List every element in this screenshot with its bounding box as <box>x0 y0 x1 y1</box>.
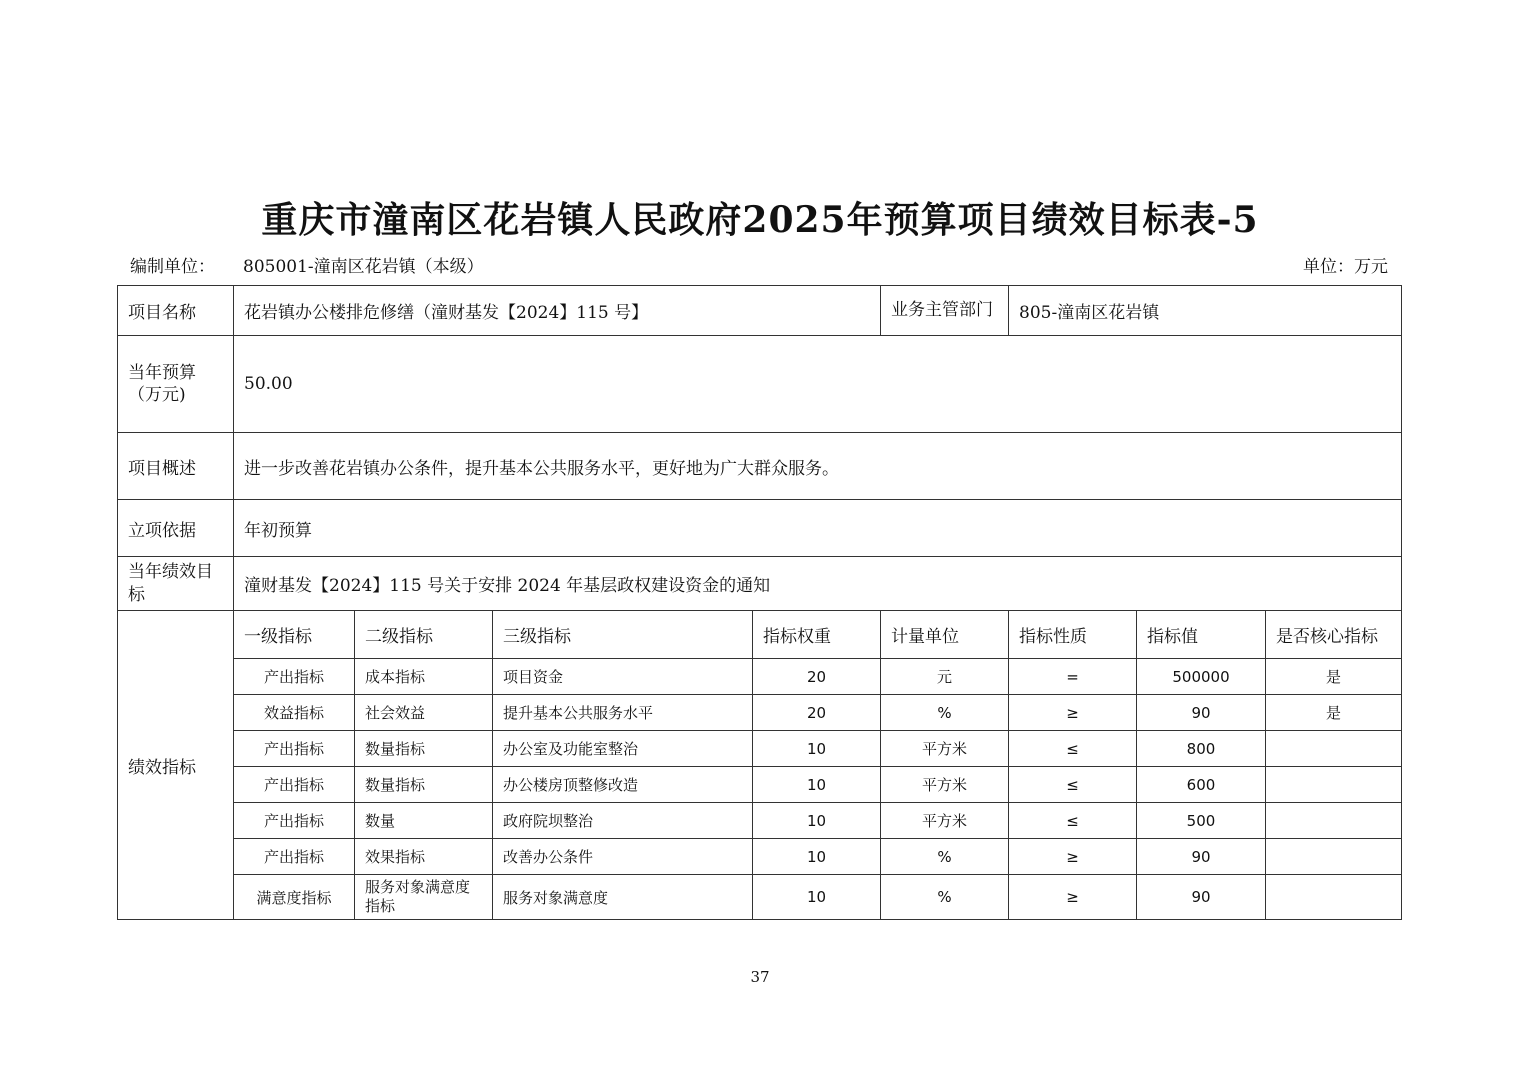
row-overview <box>118 433 1402 500</box>
level2-cell: 数量指标 <box>355 767 493 803</box>
level2-cell: 服务对象满意度指标 <box>355 875 493 920</box>
nature-cell: ≤ <box>1009 731 1137 767</box>
header-unit: 计量单位 <box>881 611 1009 659</box>
level1-cell: 产出指标 <box>234 731 355 767</box>
unit-cell: 平方米 <box>881 803 1009 839</box>
indicator-row <box>118 803 1402 839</box>
indicator-row <box>118 731 1402 767</box>
header-nature: 指标性质 <box>1009 611 1137 659</box>
unit-cell: % <box>881 839 1009 875</box>
overview-value: 进一步改善花岩镇办公条件，提升基本公共服务水平，更好地为广大群众服务。 <box>234 433 1402 500</box>
level1-cell: 产出指标 <box>234 803 355 839</box>
level1-cell: 产出指标 <box>234 839 355 875</box>
indicator-row <box>118 839 1402 875</box>
nature-cell: ≤ <box>1009 803 1137 839</box>
unit-cell: 平方米 <box>881 731 1009 767</box>
level3-cell: 改善办公条件 <box>493 839 753 875</box>
level2-cell: 效果指标 <box>355 839 493 875</box>
budget-label: 当年预算（万元) <box>118 336 234 433</box>
core-cell <box>1266 839 1402 875</box>
unit-cell: % <box>881 875 1009 920</box>
org-label: 编制单位： <box>130 257 215 277</box>
page-number: 37 <box>750 968 770 986</box>
unit-label: 单位：万元 <box>1303 257 1388 277</box>
row-basis <box>118 500 1402 557</box>
level3-cell: 项目资金 <box>493 659 753 695</box>
value-cell: 800 <box>1137 731 1266 767</box>
level2-cell: 数量指标 <box>355 731 493 767</box>
weight-cell: 20 <box>753 659 881 695</box>
value-cell: 90 <box>1137 875 1266 920</box>
level3-cell: 办公室及功能室整治 <box>493 731 753 767</box>
row-goal <box>118 557 1402 611</box>
unit-cell: 元 <box>881 659 1009 695</box>
indicator-row <box>118 767 1402 803</box>
nature-cell: = <box>1009 659 1137 695</box>
level1-cell: 产出指标 <box>234 659 355 695</box>
level2-cell: 数量 <box>355 803 493 839</box>
indicator-header-row <box>118 611 1402 659</box>
level1-cell: 效益指标 <box>234 695 355 731</box>
value-cell: 90 <box>1137 839 1266 875</box>
unit-cell: 平方米 <box>881 767 1009 803</box>
weight-cell: 10 <box>753 803 881 839</box>
core-cell <box>1266 803 1402 839</box>
weight-cell: 10 <box>753 767 881 803</box>
row-project-name <box>118 286 1402 336</box>
overview-label: 项目概述 <box>118 433 234 500</box>
core-cell: 是 <box>1266 695 1402 731</box>
level3-cell: 政府院坝整治 <box>493 803 753 839</box>
goal-label: 当年绩效目标 <box>118 557 234 611</box>
weight-cell: 20 <box>753 695 881 731</box>
core-cell: 是 <box>1266 659 1402 695</box>
value-cell: 500000 <box>1137 659 1266 695</box>
project-name-value: 花岩镇办公楼排危修缮（潼财基发【2024】115 号】 <box>234 286 881 336</box>
value-cell: 90 <box>1137 695 1266 731</box>
budget-value: 50.00 <box>234 336 1402 433</box>
header-level3: 三级指标 <box>493 611 753 659</box>
indicator-label: 绩效指标 <box>118 611 234 920</box>
weight-cell: 10 <box>753 731 881 767</box>
level3-cell: 服务对象满意度 <box>493 875 753 920</box>
basis-label: 立项依据 <box>118 500 234 557</box>
nature-cell: ≥ <box>1009 875 1137 920</box>
nature-cell: ≤ <box>1009 767 1137 803</box>
core-cell <box>1266 875 1402 920</box>
nature-cell: ≥ <box>1009 695 1137 731</box>
value-cell: 600 <box>1137 767 1266 803</box>
level2-cell: 社会效益 <box>355 695 493 731</box>
unit-cell: % <box>881 695 1009 731</box>
level1-cell: 产出指标 <box>234 767 355 803</box>
goal-value: 潼财基发【2024】115 号关于安排 2024 年基层政权建设资金的通知 <box>234 557 1402 611</box>
org-line <box>130 252 484 277</box>
performance-table <box>117 285 1402 920</box>
row-budget <box>118 336 1402 433</box>
level3-cell: 提升基本公共服务水平 <box>493 695 753 731</box>
level3-cell: 办公楼房顶整修改造 <box>493 767 753 803</box>
indicator-row <box>118 659 1402 695</box>
level2-cell: 成本指标 <box>355 659 493 695</box>
level1-cell: 满意度指标 <box>234 875 355 920</box>
weight-cell: 10 <box>753 875 881 920</box>
nature-cell: ≥ <box>1009 839 1137 875</box>
org-value: 805001-潼南区花岩镇（本级） <box>243 257 484 277</box>
page-title: 重庆市潼南区花岩镇人民政府2025年预算项目绩效目标表-5 <box>261 199 1259 241</box>
header-value: 指标值 <box>1137 611 1266 659</box>
core-cell <box>1266 731 1402 767</box>
dept-value: 805-潼南区花岩镇 <box>1009 286 1402 336</box>
project-name-label: 项目名称 <box>118 286 234 336</box>
header-level1: 一级指标 <box>234 611 355 659</box>
header-level2: 二级指标 <box>355 611 493 659</box>
header-core: 是否核心指标 <box>1266 611 1402 659</box>
indicator-row <box>118 695 1402 731</box>
basis-value: 年初预算 <box>234 500 1402 557</box>
indicator-row <box>118 875 1402 920</box>
core-cell <box>1266 767 1402 803</box>
dept-label: 业务主管部门 <box>881 286 1009 336</box>
value-cell: 500 <box>1137 803 1266 839</box>
weight-cell: 10 <box>753 839 881 875</box>
header-weight: 指标权重 <box>753 611 881 659</box>
